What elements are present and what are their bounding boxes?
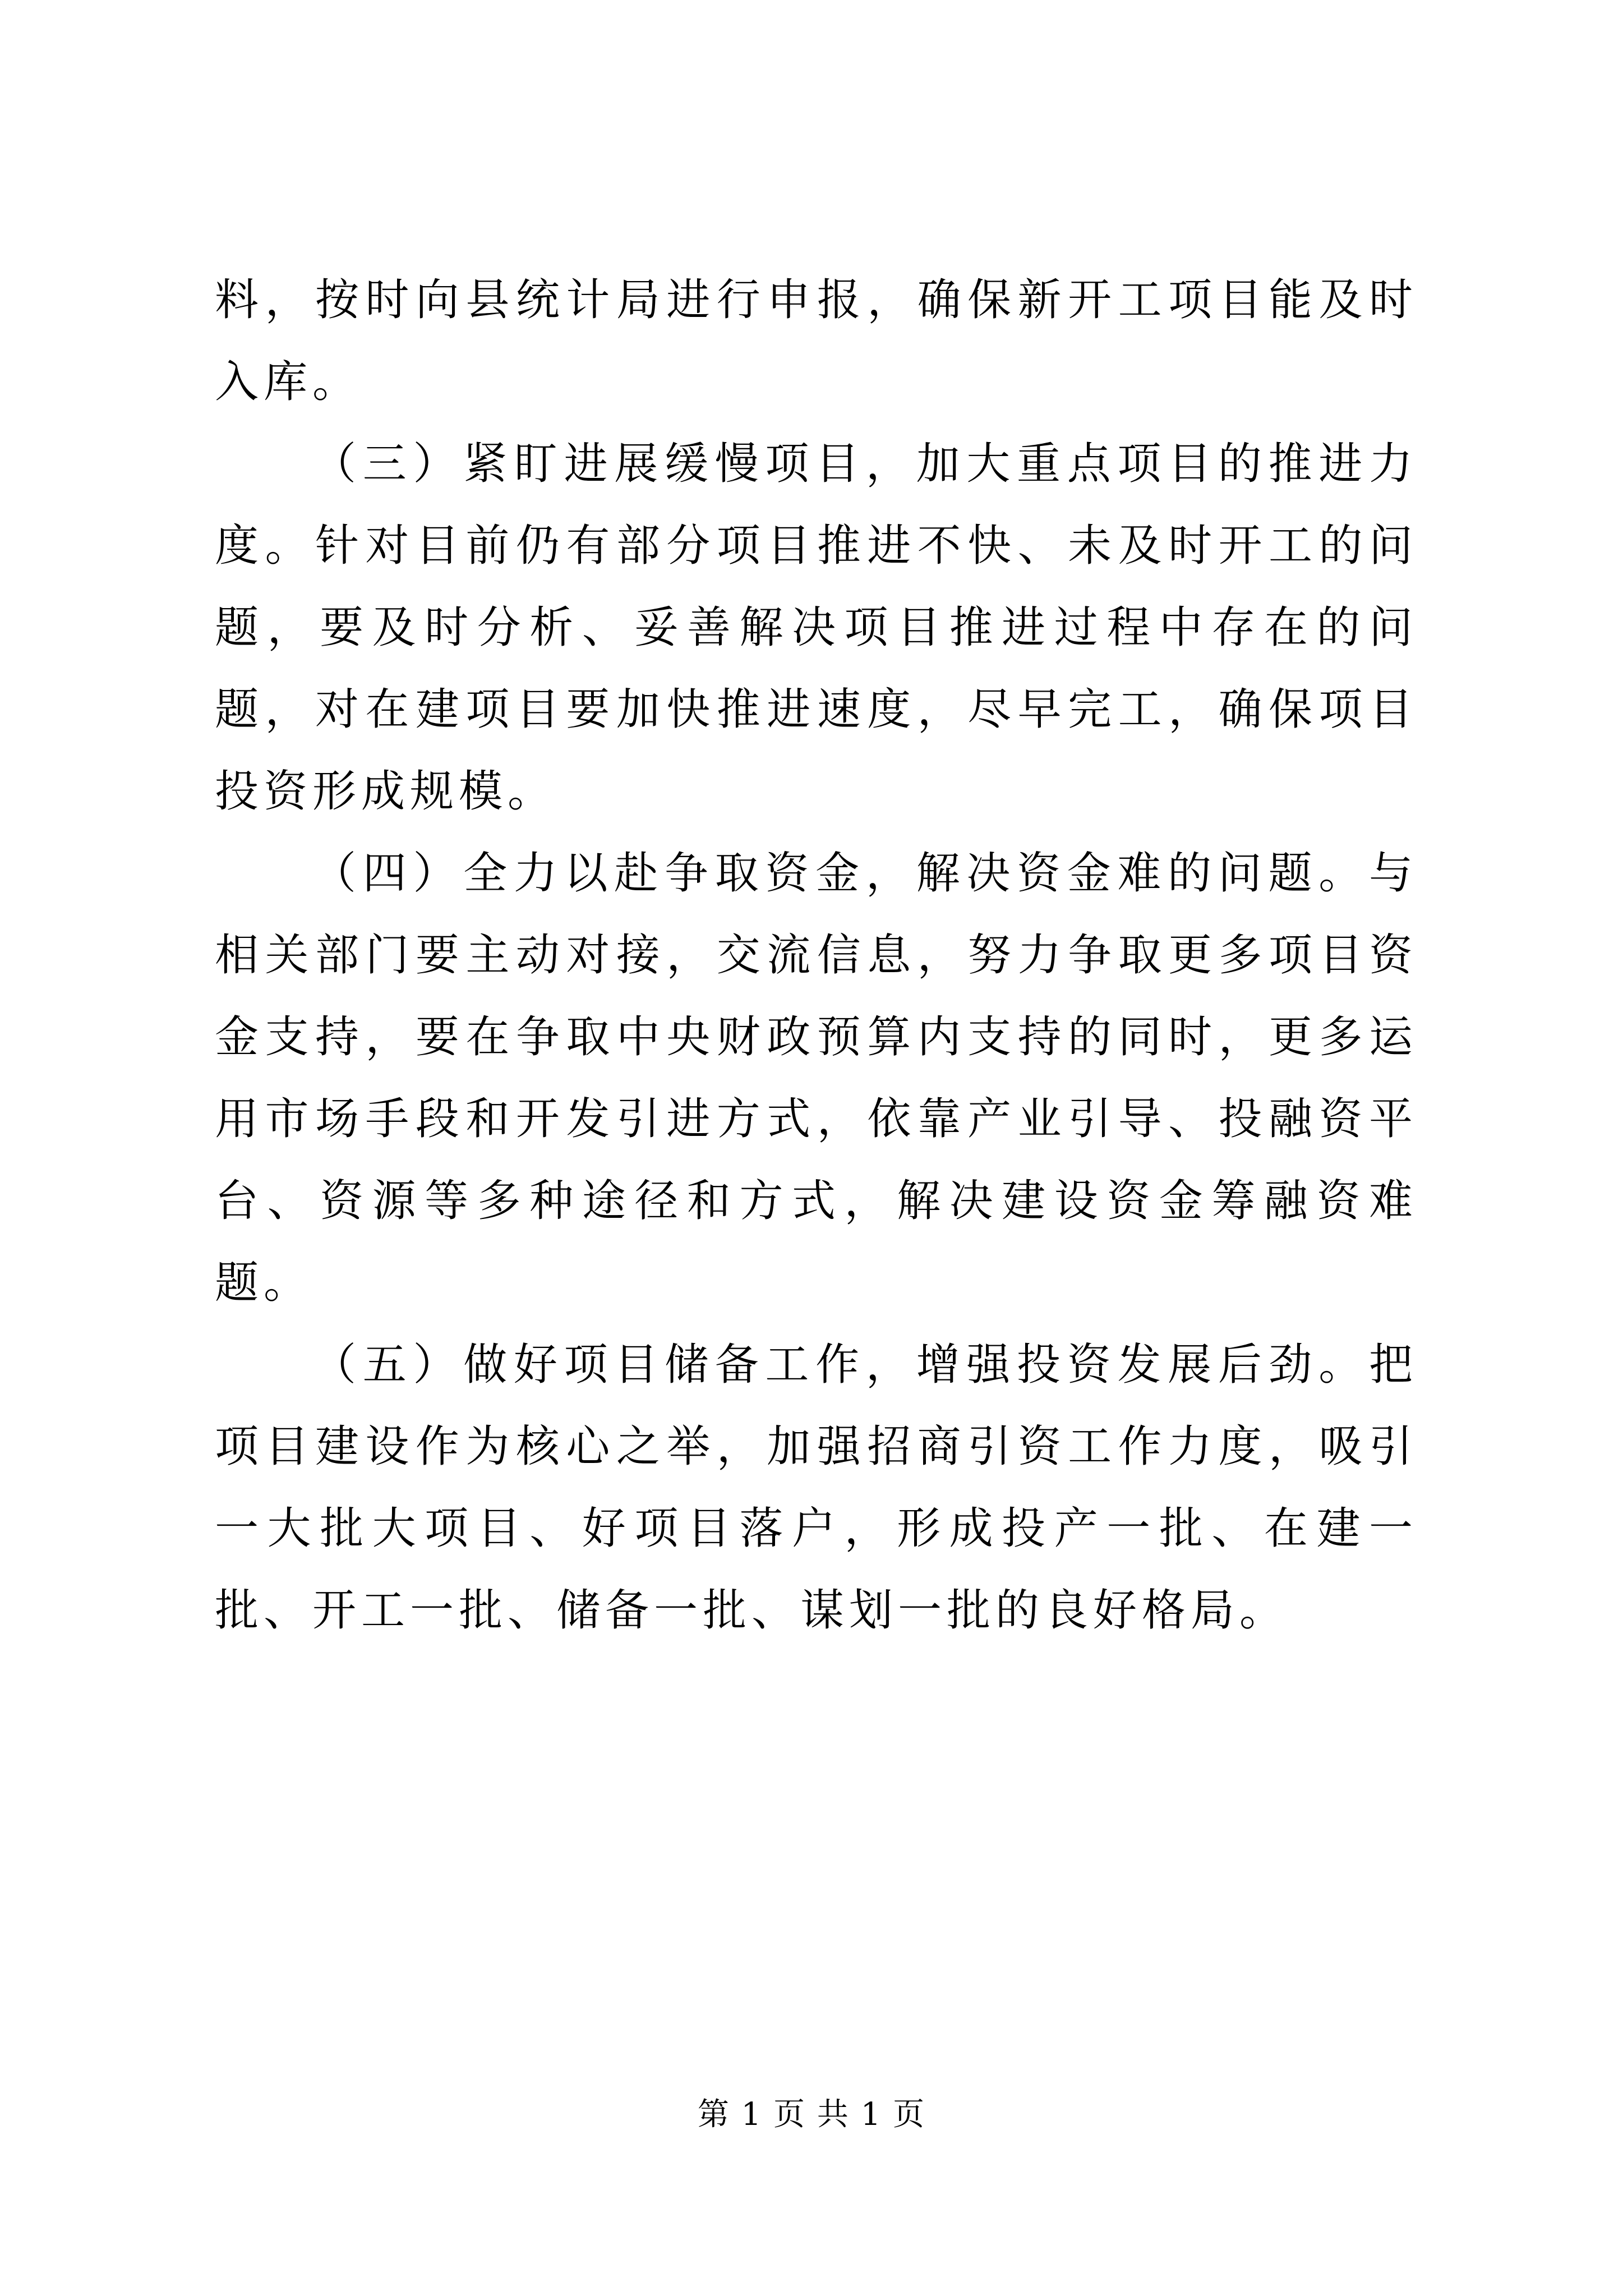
page-footer: 第 1 页 共 1 页 [697, 2096, 926, 2133]
document-body [215, 259, 1418, 1651]
paragraph-section-5: （五）做好项目储备工作，增强投资发展后劲。把项目建设作为核心之举，加强招商引资工作力度，吸引一大批大项目、好项目落户，形成投产一批、在建一批、开工一批、储备一批、谋划一批的良好格局。 [215, 1340, 1418, 1636]
paragraph-section-3: （三）紧盯进展缓慢项目，加大重点项目的推进力度。针对目前仍有部分项目推进不快、未及时开工的问题，要及时分析、妥善解决项目推进过程中存在的问题，对在建项目要加快推进速度，尽早完工，确保项目投资形成规模。 [215, 439, 1418, 817]
paragraph-continuation: 料，按时向县统计局进行申报，确保新开工项目能及时入库。 [215, 275, 1418, 407]
paragraph-section-4: （四）全力以赴争取资金，解决资金难的问题。与相关部门要主动对接，交流信息，努力争取更多项目资金支持，要在争取中央财政预算内支持的同时，更多运用市场手段和开发引进方式，依靠产业引导、投融资平台、资源等多种途径和方式，解决建设资金筹融资难题。 [215, 848, 1418, 1308]
